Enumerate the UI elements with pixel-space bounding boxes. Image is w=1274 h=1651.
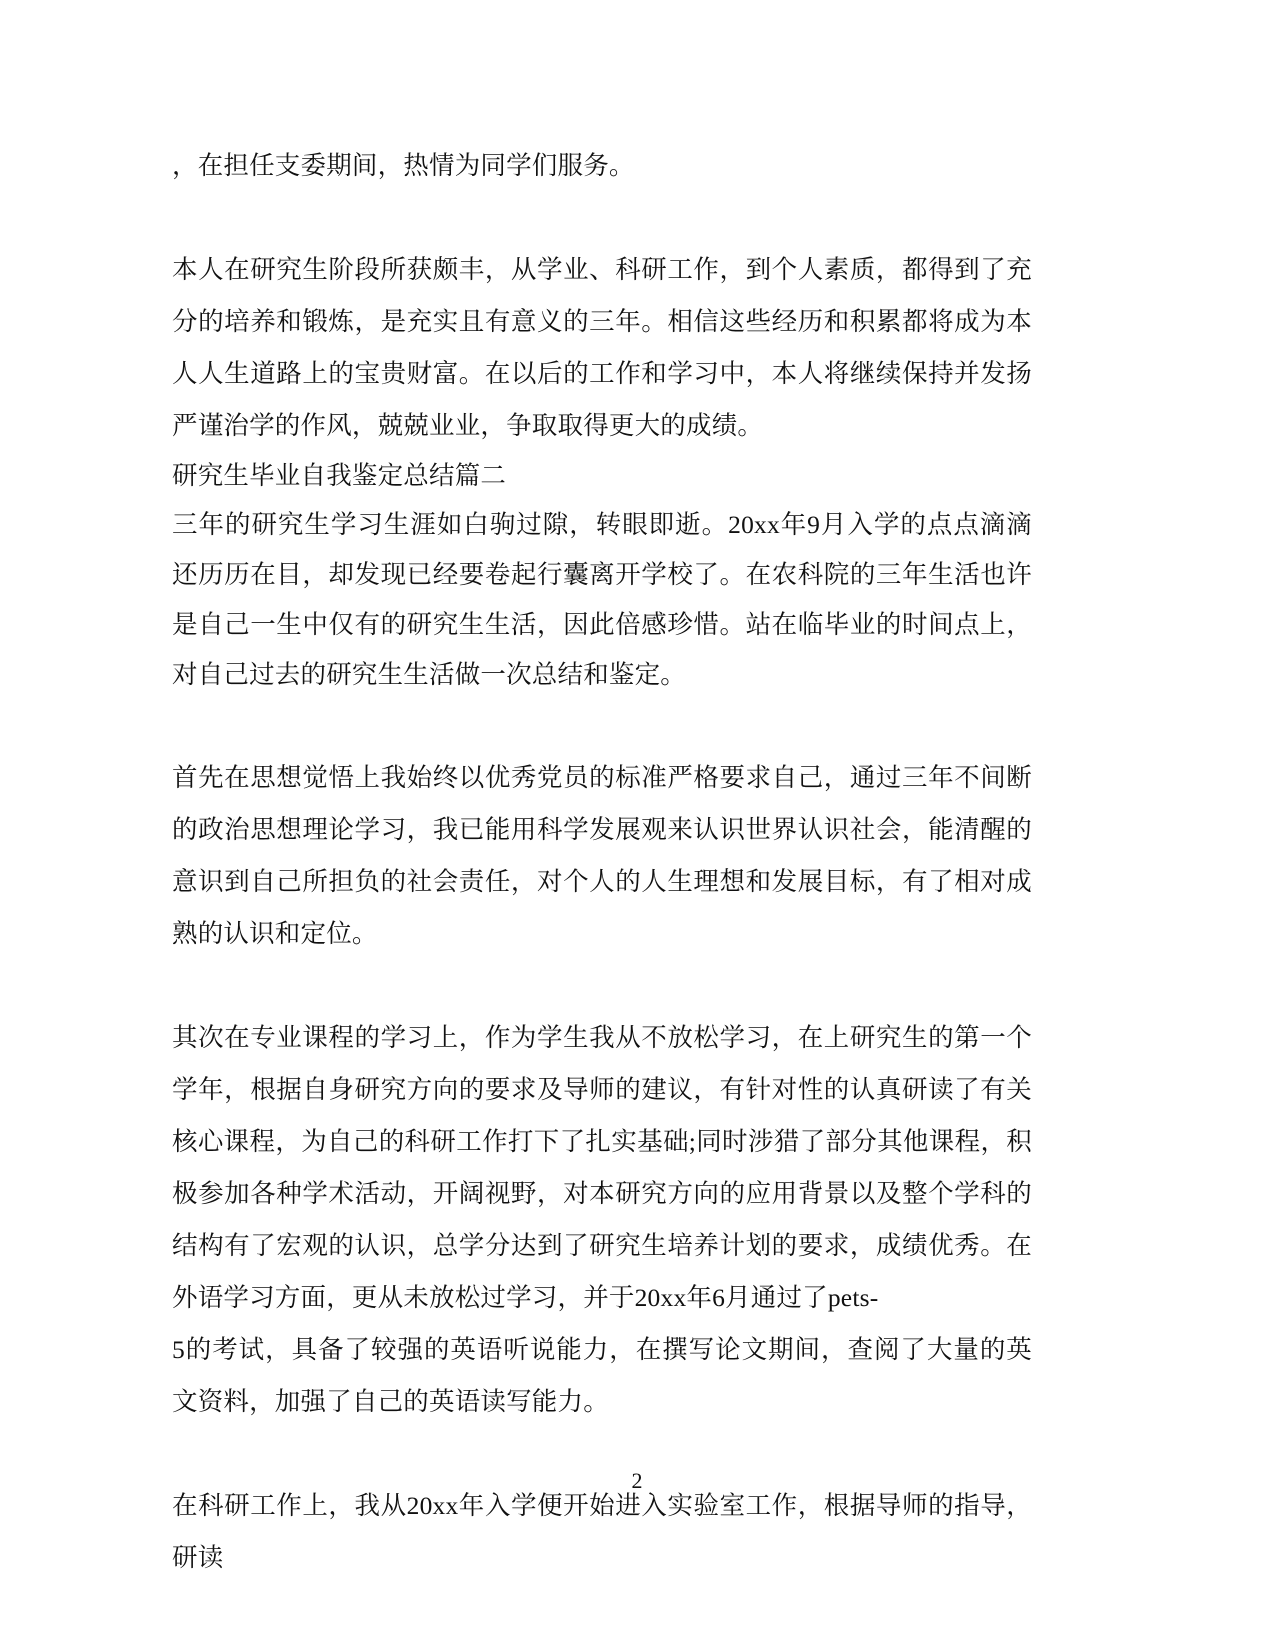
- section-heading-part-two: 研究生毕业自我鉴定总结篇二: [172, 461, 507, 490]
- paragraph-spacer: [172, 960, 1032, 1012]
- page-number: 2: [631, 1468, 643, 1493]
- paragraph-spacer: [172, 192, 1032, 244]
- paragraph-2: 本人在研究生阶段所获颇丰，从学业、科研工作，到个人素质，都得到了充分的培养和锻炼，是充实且有意义的三年。相信这些经历和积累都将成为本人人生道路上的宝贵财富。在以后的工作和学习中，本人将继续保持并发扬严谨治学的作风，兢兢业业，争取取得更大的成绩。: [172, 255, 1032, 440]
- paragraph-spacer: [172, 700, 1032, 752]
- paragraph-6: 5的考试，具备了较强的英语听说能力，在撰写论文期间，查阅了大量的英文资料，加强了自己的英语读写能力。: [172, 1335, 1032, 1416]
- document-body: [172, 140, 1032, 1584]
- paragraph-1: ，在担任支委期间，热情为同学们服务。: [172, 151, 635, 180]
- paragraph-3: 三年的研究生学习生涯如白驹过隙，转眼即逝。20xx年9月入学的点点滴滴还历历在目，却发现已经要卷起行囊离开学校了。在农科院的三年生活也许是自己一生中仅有的研究生生活，因此倍感珍惜。站在临毕业的时间点上，对自己过去的研究生生活做一次总结和鉴定。: [172, 510, 1032, 689]
- paragraph-4: 首先在思想觉悟上我始终以优秀党员的标准严格要求自己，通过三年不间断的政治思想理论学习，我已能用科学发展观来认识世界认识社会，能清醒的意识到自己所担负的社会责任，对个人的人生理想和发展目标，有了相对成熟的认识和定位。: [172, 763, 1032, 948]
- paragraph-7: 在科研工作上，我从20xx年入学便开始进入实验室工作，根据导师的指导，研读: [172, 1491, 1032, 1572]
- paragraph-5: 其次在专业课程的学习上，作为学生我从不放松学习，在上研究生的第一个学年，根据自身研究方向的要求及导师的建议，有针对性的认真研读了有关核心课程，为自己的科研工作打下了扎实基础;同时涉猎了部分其他课程，积极参加各种学术活动，开阔视野，对本研究方向的应用背景以及整个学科的结构有了宏观的认识，总学分达到了研究生培养计划的要求，成绩优秀。在外语学习方面，更从未放松过学习，并于20xx年6月通过了pets-: [172, 1023, 1032, 1312]
